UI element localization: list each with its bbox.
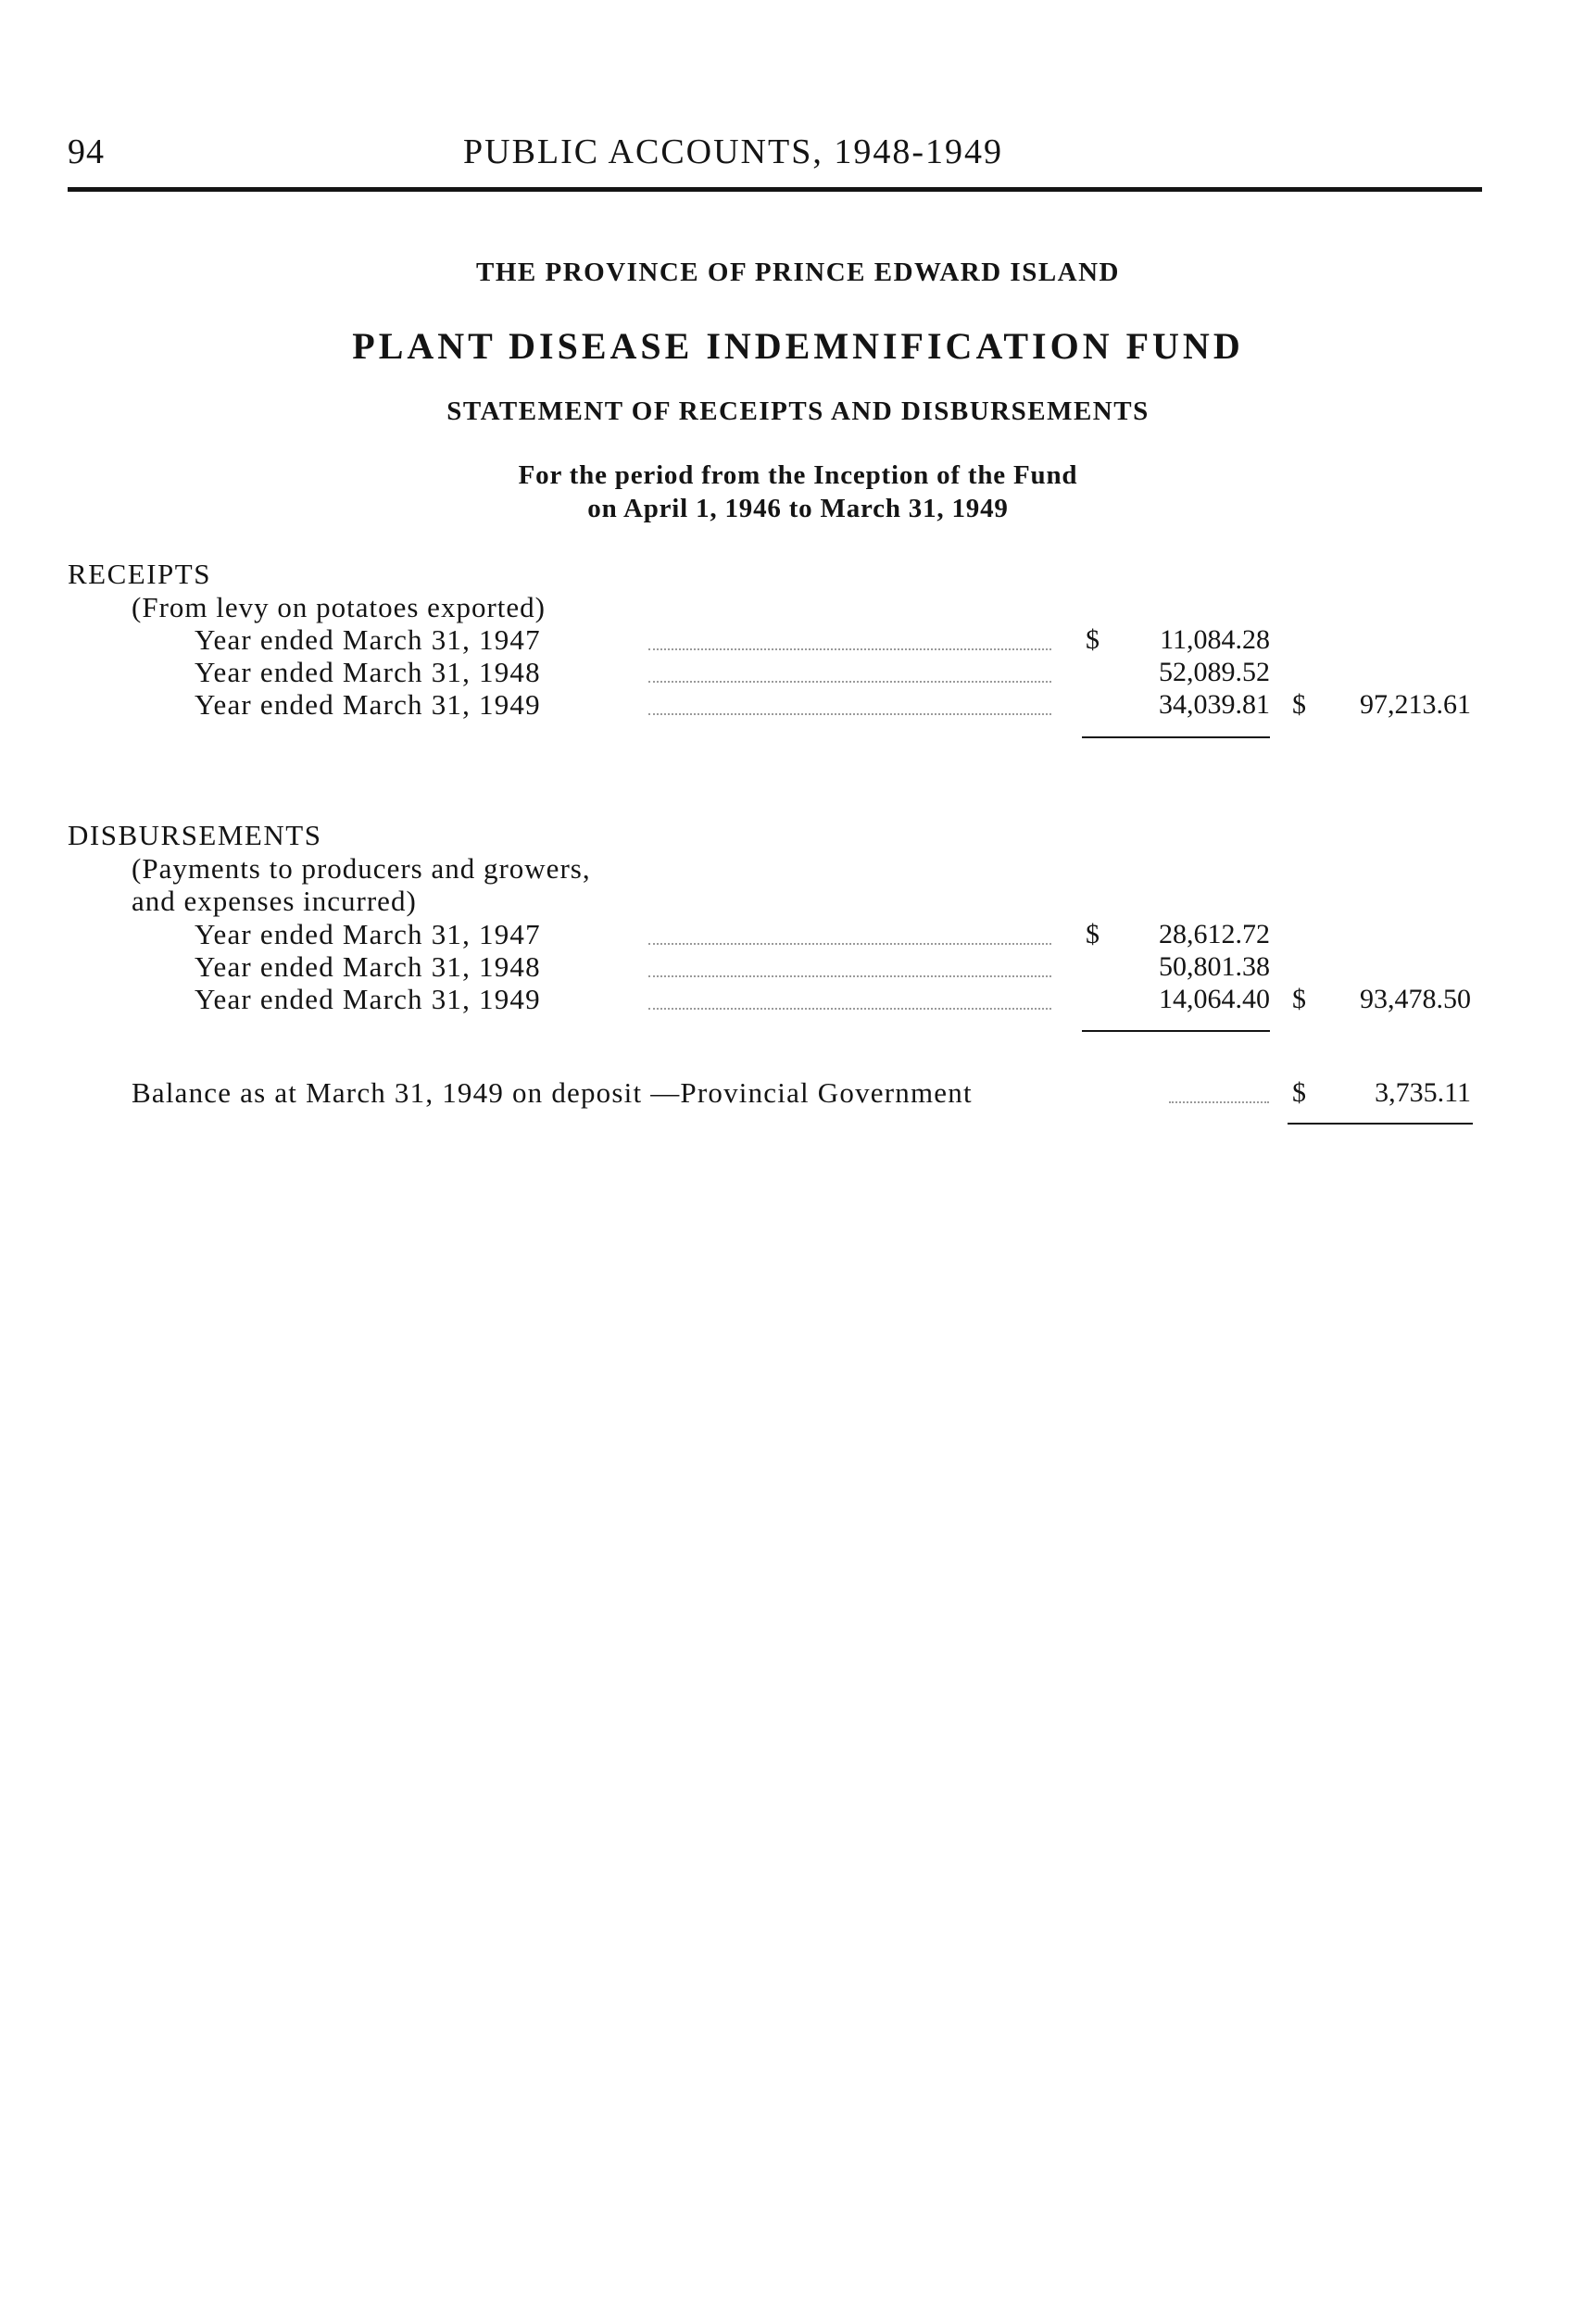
receipts-row-amount: 11,084.28 — [1160, 624, 1270, 655]
receipts-note: (From levy on potatoes exported) — [132, 591, 546, 623]
total-dollar-sign: $ — [1292, 984, 1306, 1014]
disbursements-row-label: Year ended March 31, 1947 — [195, 918, 541, 950]
dot-leader — [648, 648, 1051, 650]
receipts-row-label: Year ended March 31, 1947 — [195, 623, 541, 656]
disbursements-heading: DISBURSEMENTS — [68, 819, 322, 851]
disbursements-row-amount: 14,064.40 — [1159, 984, 1270, 1014]
period-line-2: on April 1, 1946 to March 31, 1949 — [587, 494, 1009, 523]
statement-heading: STATEMENT OF RECEIPTS AND DISBURSEMENTS — [446, 396, 1150, 426]
dot-leader — [648, 1008, 1051, 1010]
page-number: 94 — [68, 132, 105, 171]
receipts-heading: RECEIPTS — [68, 558, 211, 590]
dot-leader — [648, 943, 1051, 945]
disbursements-row-label: Year ended March 31, 1948 — [195, 950, 541, 983]
receipts-row-amount: 34,039.81 — [1159, 689, 1270, 720]
balance-label: Balance as at March 31, 1949 on deposit —Provincial Government — [132, 1076, 973, 1109]
fund-title: PLANT DISEASE INDEMNIFICATION FUND — [352, 325, 1244, 367]
disbursements-note-line-2: and expenses incurred) — [132, 885, 417, 917]
disbursements-row-amount: 28,612.72 — [1159, 919, 1270, 949]
balance-rule — [1288, 1123, 1473, 1125]
header-rule — [68, 187, 1482, 192]
running-title: PUBLIC ACCOUNTS, 1948-1949 — [463, 132, 1003, 171]
receipts-row-label: Year ended March 31, 1949 — [195, 688, 541, 721]
receipts-row-amount: 52,089.52 — [1159, 657, 1270, 687]
balance-amount: 3,735.11 — [1375, 1077, 1471, 1108]
disbursements-row-label: Year ended March 31, 1949 — [195, 983, 541, 1015]
dollar-sign: $ — [1086, 624, 1100, 655]
dollar-sign: $ — [1086, 919, 1100, 949]
dot-leader — [1169, 1101, 1269, 1103]
receipts-row-label: Year ended March 31, 1948 — [195, 656, 541, 688]
disbursements-note-line-1: (Payments to producers and growers, — [132, 852, 591, 885]
receipts-total: 97,213.61 — [1360, 689, 1471, 720]
subtotal-rule — [1082, 1030, 1270, 1032]
dot-leader — [648, 975, 1051, 977]
balance-dollar-sign: $ — [1292, 1077, 1306, 1108]
disbursements-total: 93,478.50 — [1360, 984, 1471, 1014]
total-dollar-sign: $ — [1292, 689, 1306, 720]
disbursements-row-amount: 50,801.38 — [1159, 951, 1270, 982]
dot-leader — [648, 713, 1051, 715]
dot-leader — [648, 681, 1051, 683]
subtotal-rule — [1082, 736, 1270, 738]
period-line-1: For the period from the Inception of the Fund — [518, 460, 1078, 490]
province-heading: THE PROVINCE OF PRINCE EDWARD ISLAND — [475, 258, 1121, 287]
